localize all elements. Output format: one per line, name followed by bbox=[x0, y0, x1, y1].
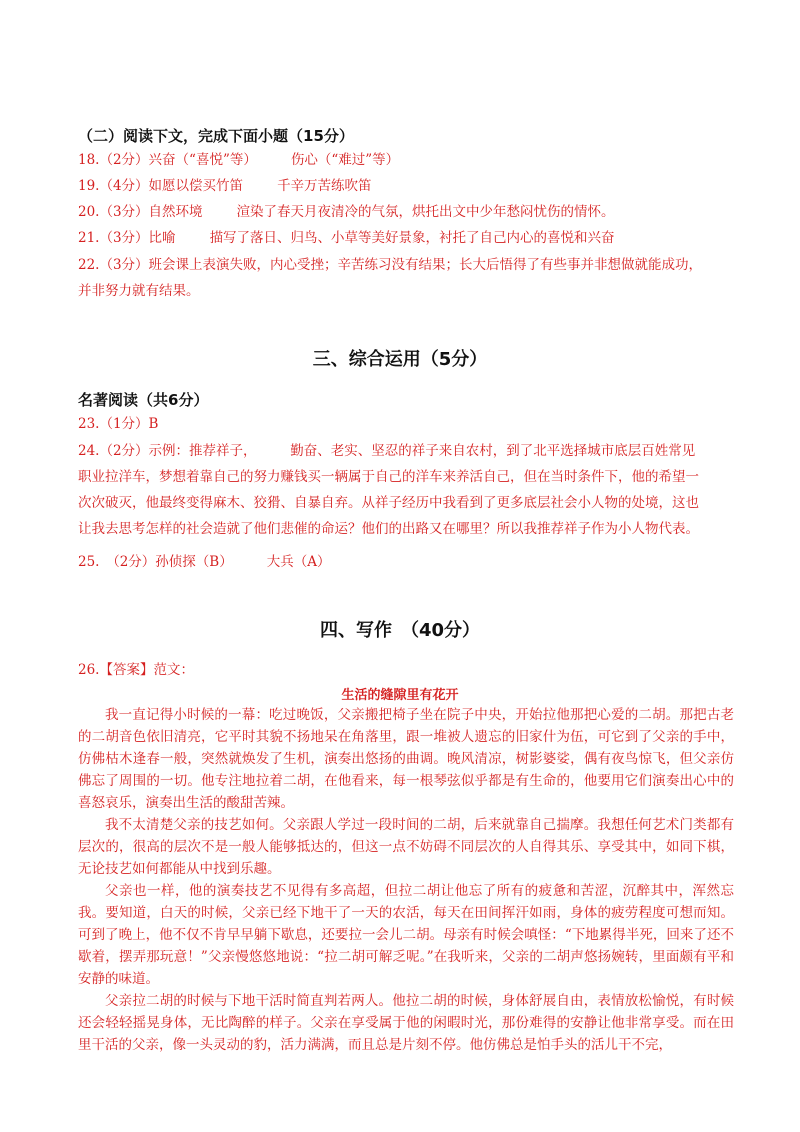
essay-paragraph: 父亲拉二胡的时候与下地干活时简直判若两人。他拉二胡的时候，身体舒展自由，表情放松愉悦，有时候还会轻轻摇晃身体，无比陶醉的样子。父亲在享受属于他的闲暇时光，那份难得的安静让他非常享受。而在田里干活的父亲，像一头灵动的豹，活力满满，而且总是片刻不停。他仿佛总是怕手头的活儿干不完， bbox=[78, 993, 734, 1053]
answer-20-main: 20.（3分）自然环境 bbox=[78, 204, 203, 220]
section2-heading: （二）阅读下文，完成下面小题（15分） bbox=[78, 127, 354, 145]
answer-19-main: 19.（4分）如愿以偿买竹笛 bbox=[78, 178, 244, 194]
answer-20 bbox=[78, 203, 734, 221]
section3-heading: 三、综合运用（5分） bbox=[312, 349, 488, 370]
answer-26-label: 26.【答案】范文： bbox=[78, 662, 194, 678]
answer-25 bbox=[78, 553, 734, 571]
essay-paragraph: 父亲也一样，他的演奏技艺不见得有多高超，但拉二胡让他忘了所有的疲惫和苦涩，沉醉其中，浑然忘我。要知道，白天的时候，父亲已经下地干了一天的农活，每天在田间挥汗如雨，身体的疲劳程度可想而知。可到了晚上，他不仅不肯早早躺下歇息，还要拉一会儿二胡。母亲有时候会嗔怪：“下地累得半死，回来了还不歇着，摆弄那玩意！”父亲慢悠悠地说：“拉二胡可解乏呢。”在我听来，父亲的二胡声悠扬婉转，里面颇有平和安静的味道。 bbox=[78, 883, 734, 987]
answer-25-extra: 大兵（A） bbox=[266, 554, 331, 570]
answer-18-main: 18.（2分）兴奋（“喜悦”等） bbox=[78, 152, 257, 168]
answer-22-line2: 并非努力就有结果。 bbox=[78, 283, 200, 299]
essay-paragraph: 我不太清楚父亲的技艺如何。父亲跟人学过一段时间的二胡，后来就靠自己揣摩。我想任何艺术门类都有层次的，很高的层次不是一般人能够抵达的，但这一点不妨碍不同层次的人自得其乐、享受其中，如同下棋，无论技艺如何都能从中找到乐趣。 bbox=[78, 817, 734, 877]
answer-21 bbox=[78, 229, 734, 247]
answer-24-line: 次次破灭，他最终变得麻木、狡猾、自暴自弃。从祥子经历中我看到了更多底层社会小人物的处境，这也 bbox=[78, 495, 699, 511]
answer-24-line: 24.（2分）示例：推荐祥子， 勤奋、老实、坚忍的祥子来自农村，到了北平选择城市底层百姓常见 bbox=[78, 443, 696, 459]
section4-heading: 四、写作 （40分） bbox=[319, 620, 481, 641]
answer-21-main: 21.（3分）比喻 bbox=[78, 230, 176, 246]
essay-title: 生活的缝隙里有花开 bbox=[341, 688, 459, 703]
answer-22-line1: 22.（3分）班会课上表演失败，内心受挫；辛苦练习没有结果；长大后悟得了有些事并非想做就能成功， bbox=[78, 257, 703, 273]
section3-subheading: 名著阅读（共6分） bbox=[78, 391, 209, 409]
answer-24-line: 职业拉洋车，梦想着靠自己的努力赚钱买一辆属于自己的洋车来养活自己，但在当时条件下，他的希望一 bbox=[78, 469, 699, 485]
answer-19 bbox=[78, 177, 734, 195]
answer-24-line: 让我去思考怎样的社会造就了他们悲催的命运？他们的出路又在哪里？所以我推荐祥子作为小人物代表。 bbox=[78, 521, 699, 537]
answer-18-extra: 伤心（“难过”等） bbox=[290, 152, 400, 168]
answer-24 bbox=[78, 438, 734, 542]
answer-25-main: 25. （2分）孙侦探（B） bbox=[78, 554, 233, 570]
answer-18 bbox=[78, 151, 734, 169]
essay-body bbox=[78, 704, 734, 1056]
answer-22 bbox=[78, 252, 734, 304]
answer-20-extra: 渲染了春天月夜清冷的气氛，烘托出文中少年愁闷忧伤的情怀。 bbox=[236, 204, 615, 220]
answer-21-extra: 描写了落日、归鸟、小草等美好景象，衬托了自己内心的喜悦和兴奋 bbox=[209, 230, 615, 246]
essay-paragraph: 我一直记得小时候的一幕：吃过晚饭，父亲搬把椅子坐在院子中央，开始拉他那把心爱的二胡。那把古老的二胡音色依旧清亮，它平时其貌不扬地呆在角落里，跟一堆被人遗忘的旧家什为伍，可它到了父亲的手中，仿佛枯木逢春一般，突然就焕发了生机，演奏出悠扬的曲调。晚风清凉，树影婆娑，偶有夜鸟惊飞，但父亲仿佛忘了周围的一切。他专注地拉着二胡，在他看来，每一根琴弦似乎都是有生命的，他要用它们演奏出心中的喜怒哀乐，演奏出生活的酸甜苦辣。 bbox=[78, 707, 734, 811]
answer-23: 23.（1分）B bbox=[78, 416, 159, 432]
answer-19-extra: 千辛万苦练吹笛 bbox=[277, 178, 372, 194]
